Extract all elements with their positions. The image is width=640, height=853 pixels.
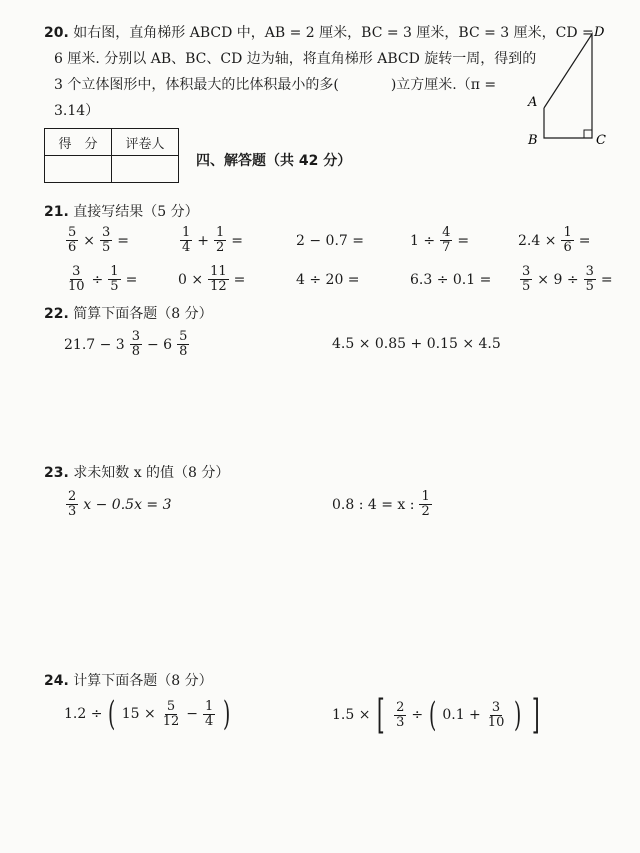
q23-problem1: $\frac{2}{3}$ x − 0.5x = 3	[68, 489, 172, 519]
score-header: 得 分	[45, 129, 112, 156]
fraction: $\frac{3}{10}$	[487, 699, 505, 730]
fraction: $\frac{3}{10}$	[68, 264, 85, 294]
q20-answer-blank[interactable]	[339, 88, 391, 89]
trapezoid-outline	[544, 34, 592, 138]
label-C: C	[596, 133, 606, 148]
fraction: $\frac{1}{2}$	[421, 489, 430, 519]
q24-title	[44, 672, 213, 690]
q21-number: 21.	[44, 204, 69, 220]
right-angle-mark	[584, 130, 592, 138]
label-A: A	[528, 95, 538, 110]
fraction: $\frac{2}{3}$	[68, 489, 77, 519]
grader-header: 评卷人	[112, 129, 179, 156]
fraction: $\frac{11}{12}$	[210, 264, 227, 294]
q24-number: 24.	[44, 673, 69, 689]
q20-line1	[44, 24, 594, 42]
q21-title	[44, 203, 199, 221]
q22-problem2: 4.5 × 0.85 + 0.15 × 4.5	[332, 336, 501, 352]
grader-cell[interactable]	[112, 156, 179, 183]
q20-line4: 3.14）	[54, 103, 100, 119]
fraction: $\frac{1}{2}$	[216, 225, 225, 255]
q21-title-text: 直接写结果（5 分）	[73, 204, 199, 220]
fraction: $\frac{3}{5}$	[102, 225, 111, 255]
section-heading: 四、解答题（共 42 分）	[196, 153, 352, 169]
q22-number: 22.	[44, 306, 69, 322]
q20-number: 20.	[44, 25, 69, 41]
label-D: D	[594, 25, 605, 40]
q21-r1-item4: 1 ÷ $\frac{4}{7}$ =	[410, 225, 470, 255]
score-cell[interactable]	[45, 156, 112, 183]
q21-r1-item3: 2 − 0.7 =	[296, 233, 364, 249]
q22-title	[44, 305, 213, 323]
fraction: $\frac{4}{7}$	[442, 225, 451, 255]
fraction: $\frac{5}{12}$	[162, 698, 180, 729]
q23-problem2: 0.8 : 4 = x : $\frac{1}{2}$	[332, 489, 430, 519]
q21-r1-item1: $\frac{5}{6}$ × $\frac{3}{5}$ =	[68, 225, 130, 255]
q20-text-line3a: 3 个立体图形中，体积最大的比体积最小的多(	[54, 77, 339, 93]
q22-problem1: 21.7 − 3 $\frac{3}{8}$ − 6 $\frac{5}{8}$	[64, 329, 188, 359]
fraction: $\frac{3}{8}$	[131, 329, 140, 359]
fraction: $\frac{1}{5}$	[110, 264, 119, 294]
fraction: $\frac{5}{8}$	[179, 329, 188, 359]
q23-number: 23.	[44, 465, 69, 481]
q20-line3	[54, 76, 496, 94]
score-table	[44, 128, 179, 183]
fraction: $\frac{2}{3}$	[396, 699, 405, 730]
q20-text-line3b: )立方厘米.（π =	[390, 77, 497, 93]
trapezoid-figure	[520, 20, 610, 152]
fraction: $\frac{1}{6}$	[563, 225, 572, 255]
q22-title-text: 简算下面各题（8 分）	[73, 306, 213, 322]
fraction: $\frac{5}{6}$	[68, 225, 77, 255]
q23-title	[44, 464, 229, 482]
q24-problem2: 1.5 × [ $\frac{2}{3}$ ÷ ( 0.1 + $\frac{3}{10}$ ) ]	[332, 692, 540, 738]
q21-r1-item5: 2.4 × $\frac{1}{6}$ =	[518, 225, 591, 255]
q24-title-text: 计算下面各题（8 分）	[73, 673, 213, 689]
fraction: $\frac{3}{5}$	[585, 264, 594, 294]
label-B: B	[528, 133, 538, 148]
fraction: $\frac{3}{5}$	[522, 264, 531, 294]
q21-r2-item4: 6.3 ÷ 0.1 =	[410, 272, 492, 288]
q21-r2-item2: 0 × $\frac{11}{12}$ =	[178, 264, 246, 294]
q20-line2: 6 厘米. 分别以 AB、BC、CD 边为轴，将直角梯形 ABCD 旋转一周，得到的	[54, 51, 537, 67]
q21-r1-item2: $\frac{1}{4}$ + $\frac{1}{2}$ =	[182, 225, 244, 255]
fraction: $\frac{1}{4}$	[182, 225, 191, 255]
q24-problem1: 1.2 ÷ ( 15 × $\frac{5}{12}$ − $\frac{1}{4}$ )	[64, 694, 231, 734]
fraction: $\frac{1}{4}$	[205, 698, 214, 729]
q23-title-text: 求未知数 x 的值（8 分）	[73, 465, 230, 481]
q21-r2-item5: $\frac{3}{5}$ × 9 ÷ $\frac{3}{5}$ =	[522, 264, 613, 294]
q21-r2-item3: 4 ÷ 20 =	[296, 272, 360, 288]
q20-text-line1: 如右图，直角梯形 ABCD 中，AB = 2 厘米，BC = 3 厘米，BC = 3 厘米，CD =	[73, 25, 594, 41]
q21-r2-item1: $\frac{3}{10}$ ÷ $\frac{1}{5}$ =	[68, 264, 138, 294]
